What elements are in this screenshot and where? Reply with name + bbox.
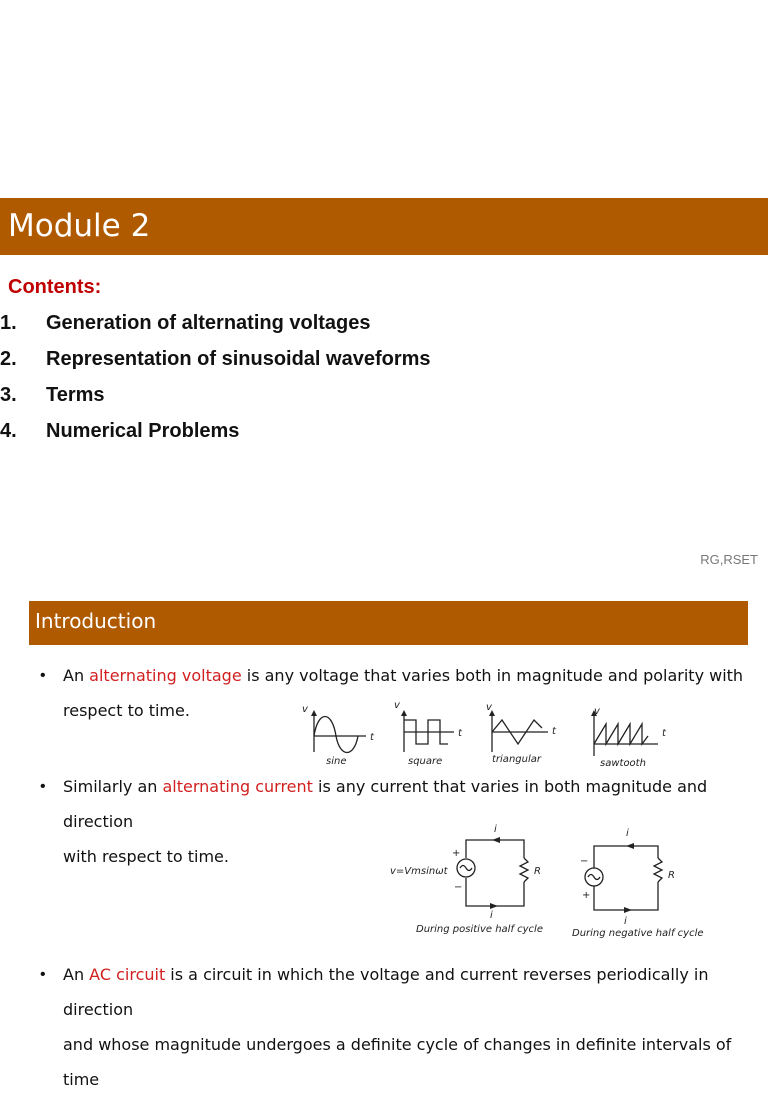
minus-sign: − xyxy=(454,882,463,893)
module-title: Module 2 xyxy=(8,208,151,244)
axis-v-label: v xyxy=(594,706,600,717)
axis-v-label: v xyxy=(486,702,492,713)
source-voltage-label: v=Vmsinωt xyxy=(390,866,448,877)
circuit-sketches xyxy=(388,818,728,946)
bullet-text: with respect to time. xyxy=(63,847,229,866)
axis-t-label: t xyxy=(458,728,462,739)
toc-text: Numerical Problems xyxy=(46,420,240,442)
bullet-text: is any voltage that varies both in magnitude and polarity with xyxy=(241,666,744,685)
intro-banner xyxy=(29,601,748,645)
bullet-text: and whose magnitude undergoes a definite cycle of changes in definite intervals of time xyxy=(63,1035,732,1089)
bullet-text: Similarly an xyxy=(63,777,163,796)
toc-text: Terms xyxy=(46,384,105,406)
slide-credit: RG,RSET xyxy=(700,552,758,567)
toc-text: Representation of sinusoidal waveforms xyxy=(46,348,431,370)
highlight-term: AC circuit xyxy=(89,965,166,984)
resistor-label: R xyxy=(668,870,675,881)
waveform-sketches xyxy=(296,700,676,772)
current-label: i xyxy=(490,910,493,921)
current-arrowheads xyxy=(490,837,634,913)
plus-sign: + xyxy=(452,848,461,859)
bullet-ac-circuit xyxy=(63,957,756,1097)
toc-number: 4. xyxy=(0,420,17,442)
waveform-label-triangular: triangular xyxy=(492,754,541,765)
axis-v-label: v xyxy=(394,700,400,711)
bullet-text: respect to time. xyxy=(63,701,190,720)
axis-v-label: v xyxy=(302,704,308,715)
bullet-marker: • xyxy=(40,778,46,795)
toc-number: 1. xyxy=(0,312,17,334)
contents-label: Contents: xyxy=(8,276,102,298)
bullet-marker: • xyxy=(40,966,46,983)
highlight-term: alternating voltage xyxy=(89,666,242,685)
module-banner xyxy=(0,198,768,255)
intro-title: Introduction xyxy=(35,609,157,633)
bullet-marker: • xyxy=(40,667,46,684)
plus-sign: + xyxy=(582,890,591,901)
axis-t-label: t xyxy=(662,728,666,739)
axis-arrowheads xyxy=(311,710,597,716)
toc-text: Generation of alternating voltages xyxy=(46,312,371,334)
resistor-label: R xyxy=(534,866,541,877)
current-label: i xyxy=(626,828,629,839)
waveform-label-square: square xyxy=(408,756,443,767)
bullet-text: is a circuit in which the voltage and current reverses periodically in direction xyxy=(63,965,709,1019)
axis-t-label: t xyxy=(370,732,374,743)
bullet-text: An xyxy=(63,965,90,984)
caption-positive-half-cycle: During positive half cycle xyxy=(416,924,543,935)
caption-negative-half-cycle: During negative half cycle xyxy=(572,928,704,939)
bullet-text: An xyxy=(63,666,90,685)
waveform-label-sawtooth: sawtooth xyxy=(600,758,646,769)
waveform-label-sine: sine xyxy=(326,756,347,767)
current-label: i xyxy=(624,916,627,927)
bullet-text: is any current that varies in both magnitude and direction xyxy=(63,777,708,831)
toc-number: 2. xyxy=(0,348,17,370)
highlight-term: alternating current xyxy=(162,777,313,796)
axis-t-label: t xyxy=(552,726,556,737)
minus-sign: − xyxy=(580,856,589,867)
current-label: i xyxy=(494,824,497,835)
toc-number: 3. xyxy=(0,384,17,406)
